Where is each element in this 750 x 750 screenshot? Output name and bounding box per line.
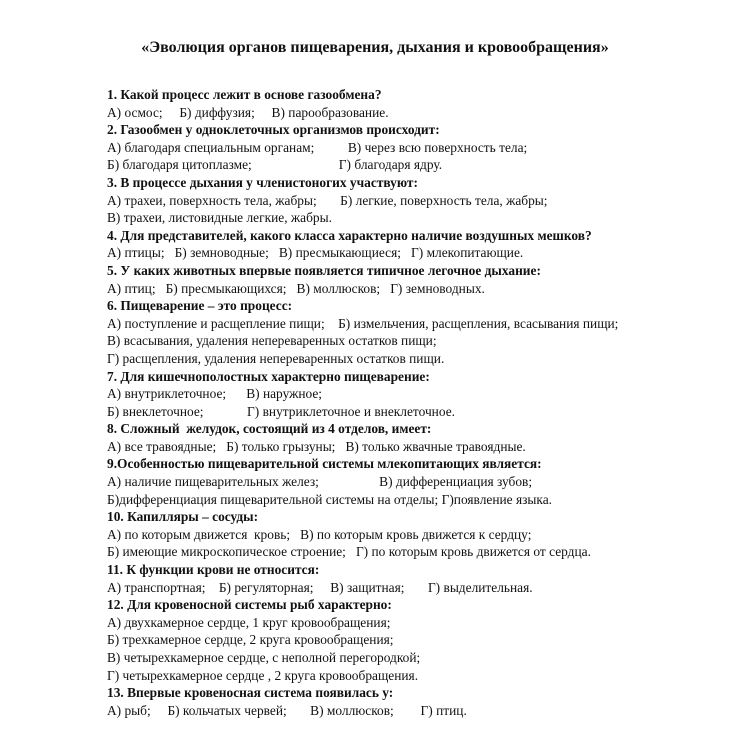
question-text: 6. Пищеварение – это процесс: bbox=[107, 298, 293, 314]
question-text: 12. Для кровеносной системы рыб характерно: bbox=[107, 597, 392, 613]
answer-options: А) внутриклеточное; В) наружное; bbox=[107, 386, 323, 402]
answer-options: А) птиц; Б) пресмыкающихся; В) моллюсков; Г) земноводных. bbox=[107, 280, 485, 296]
question-text: 1. Какой процесс лежит в основе газообмена? bbox=[107, 87, 382, 102]
answer-options: Б) внеклеточное; Г) внутриклеточное и внеклеточное. bbox=[107, 403, 455, 419]
question-list bbox=[107, 86, 747, 719]
answer-options: А) рыб; Б) кольчатых червей; В) моллюсков; Г) птиц. bbox=[107, 702, 467, 718]
question-text: 9.Особенностью пищеварительной системы млекопитающих является: bbox=[107, 456, 542, 472]
answer-options: Б) благодаря цитоплазме; Г) благодаря ядру. bbox=[107, 157, 443, 173]
answer-options: В) всасывания, удаления непереваренных остатков пищи; bbox=[107, 333, 437, 349]
answer-options: А) наличие пищеварительных желез; В) дифференциация зубов; bbox=[107, 474, 533, 490]
answer-options: Б) трехкамерное сердце, 2 круга кровообращения; bbox=[107, 632, 394, 648]
answer-options: Г) расщепления, удаления непереваренных остатков пищи. bbox=[107, 350, 445, 366]
question-text: 11. К функции крови не относится: bbox=[107, 562, 320, 578]
answer-options: А) все травоядные; Б) только грызуны; В) только жвачные травоядные. bbox=[107, 438, 526, 454]
answer-options: Б) имеющие микроскопическое строение; Г) по которым кровь движется от сердца. bbox=[107, 544, 591, 560]
answer-options: В) четырехкамерное сердце, с неполной перегородкой; bbox=[107, 650, 421, 665]
question-text: 10. Капилляры – сосуды: bbox=[107, 509, 259, 525]
answer-options: Б)дифференциация пищеварительной системы на отделы; Г)появление языка. bbox=[107, 491, 552, 507]
question-text: 5. У каких животных впервые появляется типичное легочное дыхание: bbox=[107, 262, 541, 278]
answer-options: А) двухкамерное сердце, 1 круг кровообращения; bbox=[107, 614, 391, 630]
question-text: 3. В процессе дыхания у членистоногих участвуют: bbox=[107, 174, 418, 190]
answer-options: В) трахеи, листовидные легкие, жабры. bbox=[107, 210, 332, 226]
answer-options: А) транспортная; Б) регуляторная; В) защитная; Г) выделительная. bbox=[107, 579, 533, 595]
question-text: 8. Сложный желудок, состоящий из 4 отделов, имеет: bbox=[107, 421, 432, 437]
answer-options: Г) четырехкамерное сердце , 2 круга кровообращения. bbox=[107, 667, 419, 683]
answer-options: А) благодаря специальным органам; В) через всю поверхность тела; bbox=[107, 139, 528, 155]
answer-options: А) по которым движется кровь; В) по которым кровь движется к сердцу; bbox=[107, 526, 532, 542]
answer-options: А) поступление и расщепление пищи; Б) измельчения, расщепления, всасывания пищи; bbox=[107, 315, 619, 331]
question-text: 7. Для кишечнополостных характерно пищеварение: bbox=[107, 368, 430, 384]
question-text: 13. Впервые кровеносная система появилась у: bbox=[107, 685, 394, 701]
question-text: 2. Газообмен у одноклеточных организмов происходит: bbox=[107, 122, 440, 138]
question-text: 4. Для представителей, какого класса характерно наличие воздушных мешков? bbox=[107, 227, 592, 243]
answer-options: А) трахеи, поверхность тела, жабры; Б) легкие, поверхность тела, жабры; bbox=[107, 192, 548, 208]
answer-options: А) осмос; Б) диффузия; В) парообразование. bbox=[107, 104, 389, 120]
answer-options: А) птицы; Б) земноводные; В) пресмыкающиеся; Г) млекопитающие. bbox=[107, 245, 524, 261]
document-title: «Эволюция органов пищеварения, дыхания и кровообращения» bbox=[141, 39, 609, 56]
